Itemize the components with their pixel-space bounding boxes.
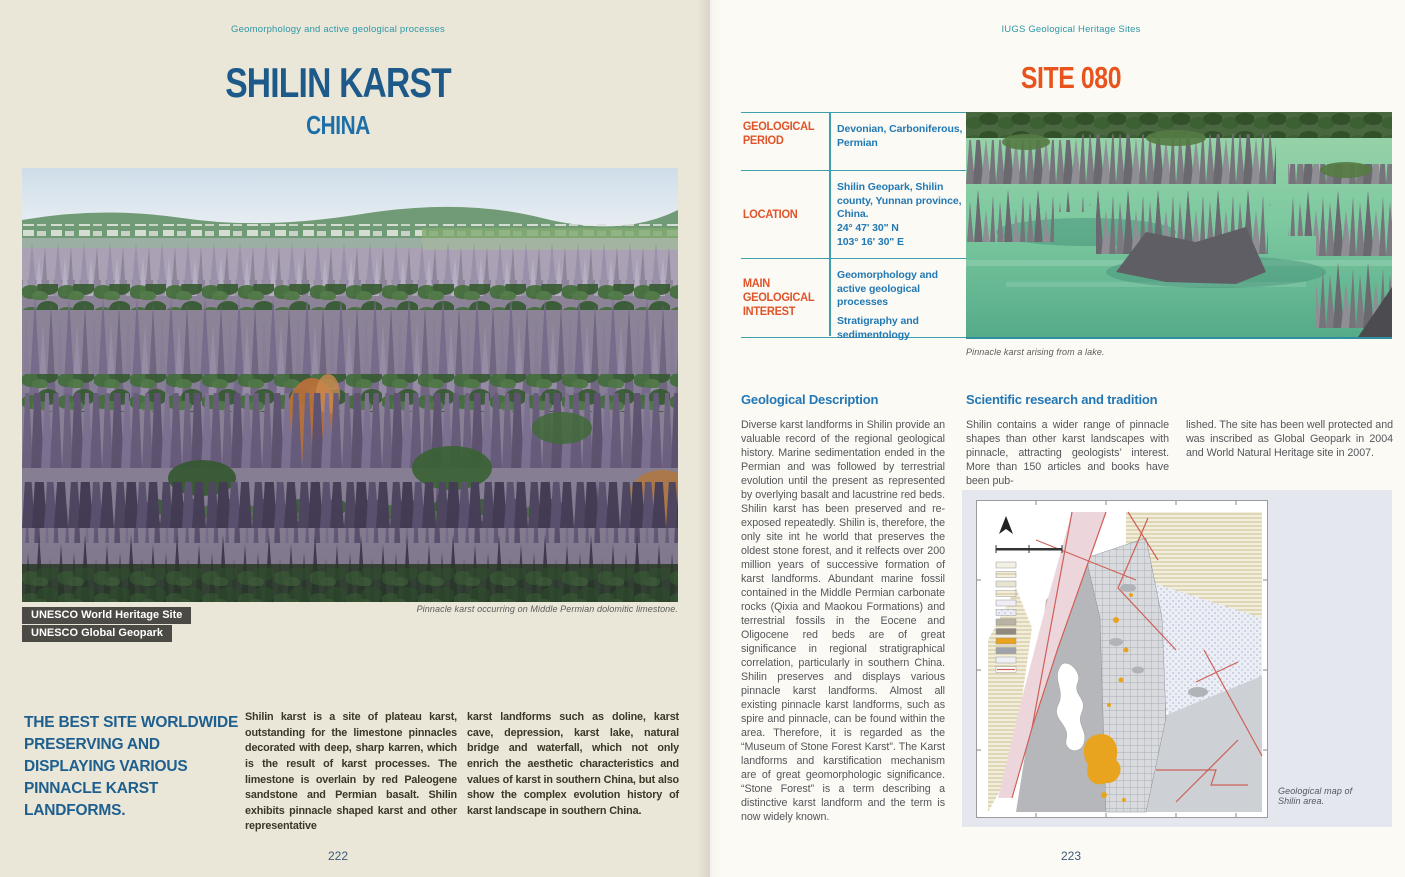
site-number: SITE 080 xyxy=(1020,60,1122,95)
site-info-table xyxy=(741,112,966,341)
scientific-research-text-col1: Shilin contains a wider range of pinnacle shapes than other karst landscapes with pinnacle, attracting geologists’ interest. More than 150 articles and books have been pub- xyxy=(966,419,1169,488)
row-value xyxy=(829,171,966,259)
geological-map-figure xyxy=(962,490,1392,827)
table-row-location xyxy=(741,170,966,259)
lake-karst-photo xyxy=(966,112,1392,339)
right-running-head: IUGS Geological Heritage Sites xyxy=(1001,24,1141,35)
section-heading-scientific-research: Scientific research and tradition xyxy=(966,392,1158,407)
intro-column-2: karst landforms such as doline, karst cave, depression, karst lake, natural bridge and waterfall, which not only enrich the aesthetic characteristics and values of karst in southern China, but also show the complex evolution history of karst landscape in southern China. xyxy=(467,711,679,817)
badge-world-heritage: UNESCO World Heritage Site xyxy=(22,607,191,624)
right-page-number: 223 xyxy=(1060,849,1082,863)
location-text: Shilin Geopark, Shilin county, Yunnan province, China. xyxy=(837,181,962,221)
interest-2: Stratigraphy and sedimentology xyxy=(837,314,919,341)
page-subtitle: CHINA xyxy=(306,110,370,140)
geological-map-panel xyxy=(976,500,1268,818)
latitude: 24° 47' 30" N xyxy=(837,221,899,234)
row-label: MAIN GEOLOGICAL INTEREST xyxy=(742,276,815,318)
row-value xyxy=(829,259,966,341)
geological-map-art xyxy=(976,500,1268,818)
row-value: Devonian, Carboniferous, Permian xyxy=(837,123,963,149)
right-page xyxy=(710,0,1405,877)
geological-description-text: Diverse karst landforms in Shilin provide an valuable record of the regional geological history. Marine sedimentation ended in the Permian and was followed by terrestrial evolution until the present as represented by overlying basalt and lacustrine red beds. Shilin karst has been preserved and re-exposed repeatedly. Shilin is, therefore, the only site int he world that preserves the oldest stone forest, and it relfects over 200 million years of successive formation of karst landforms. Abundant marine fossil contained in the Middle Permian carbonate rocks (Qixia and Maokou Formations) and terrestrial fossils in the Eocene and Oligocene red beds are of great significance in regional stratigraphical correlation, particularly in southern China. Shilin preserves and displays various pinnacle karst landforms. Almost all existing pinnacle karst landforms, such as spire and pinnacle, can be found within the area. Therefore, it is regarded as the “Museum of Stone Forest Karst”. The Karst landforms and karstification mechanism are of great geomorphologic significance. “Stone Forest” is a term describing a distinctive karst landform and the term is now widely known. xyxy=(741,419,945,824)
intro-column-1: Shilin karst is a site of plateau karst, outstanding for the limestone pinnacles decorated with deep, sharp karren, which is the result of karst processes. The limestone is overlain by red Paleogene sandstone and Permian basalt. Shilin exhibits pinnacle shaped karst and other representative xyxy=(245,711,457,833)
stone-forest-photo-art xyxy=(22,168,678,602)
longitude: 103° 16' 30" E xyxy=(837,235,904,248)
scientific-research-text-col2: lished. The site has been well protected and was inscribed as Global Geopark in 2004 and World Natural Heritage site in 2007. xyxy=(1186,419,1393,460)
pull-quote: THE BEST SITE WORLDWIDE PRESERVING AND DISPLAYING VARIOUS PINNACLE KARST LANDFORMS. xyxy=(24,714,239,819)
left-photo-caption: Pinnacle karst occurring on Middle Permian dolomitic limestone. xyxy=(416,604,678,614)
left-running-head: Geomorphology and active geological processes xyxy=(231,24,445,35)
right-photo-caption: Pinnacle karst arising from a lake. xyxy=(966,347,1105,357)
interest-1: Geomorphology and active geological processes xyxy=(837,269,938,309)
map-caption: Geological map of Shilin area. xyxy=(1278,786,1353,806)
badge-global-geopark: UNESCO Global Geopark xyxy=(22,625,172,642)
left-page-number: 222 xyxy=(327,849,349,863)
table-row-geological-period xyxy=(741,112,966,171)
lake-karst-photo-art xyxy=(966,112,1392,337)
row-label: GEOLOGICAL PERIOD xyxy=(742,119,815,147)
section-heading-geological-description: Geological Description xyxy=(741,392,879,407)
page-title: SHILIN KARST xyxy=(225,59,451,106)
stone-forest-photo xyxy=(22,168,678,602)
row-label: LOCATION xyxy=(742,207,798,222)
table-row-main-interest xyxy=(741,258,966,341)
